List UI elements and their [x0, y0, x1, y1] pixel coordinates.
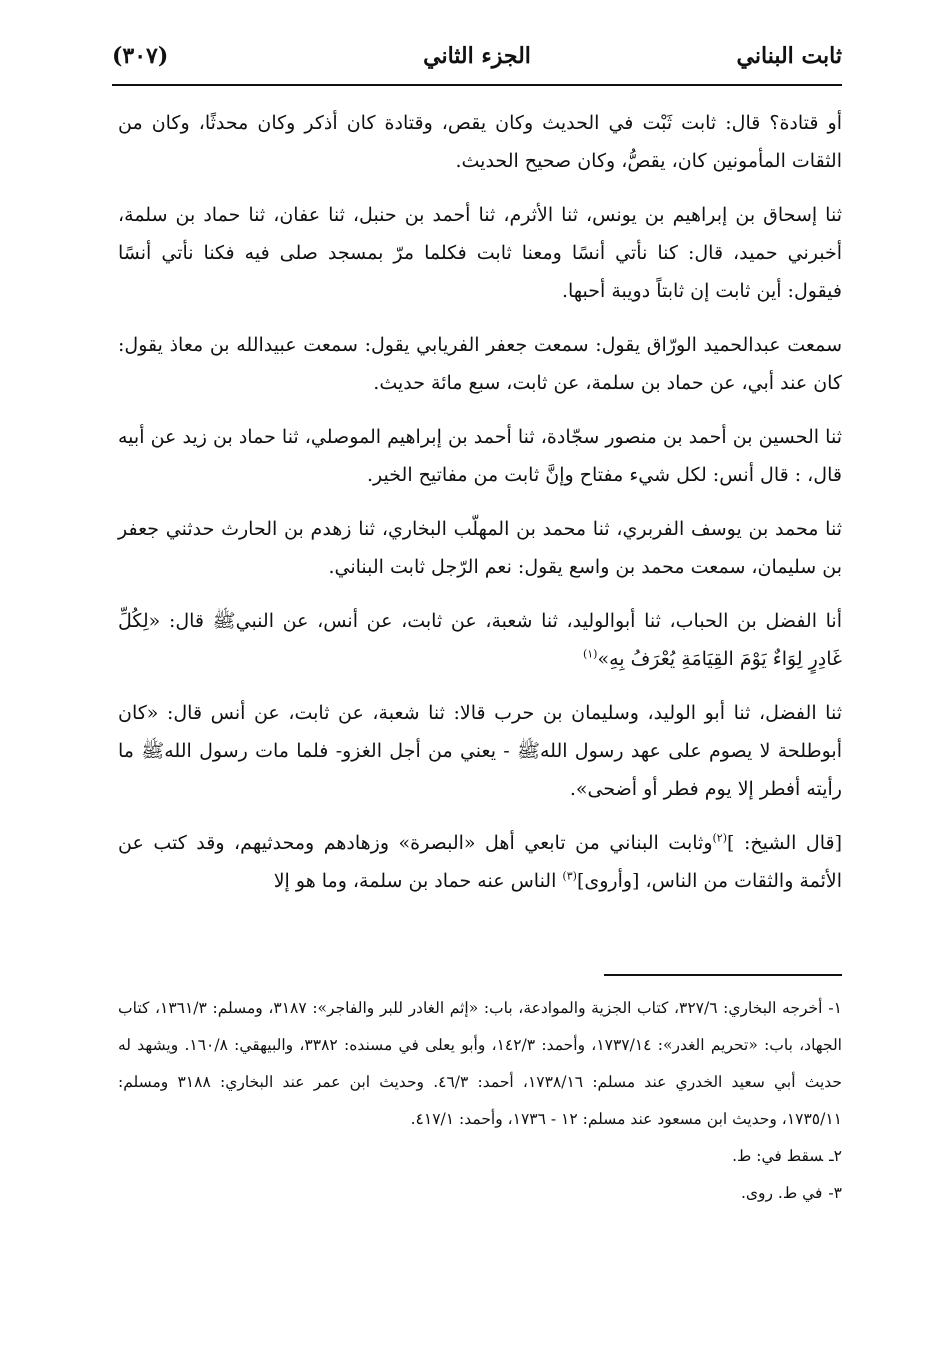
paragraph-7 — [118, 694, 842, 808]
footnote-1 — [118, 990, 842, 1138]
paragraph-3-text: سمعت عبدالحميد الورّاق يقول: سمعت جعفر الفريابي يقول: سمعت عبيدالله بن معاذ يقول: كان عند أبي، عن حماد بن سلمة، عن ثابت، سبع مائة حديث. — [118, 334, 842, 394]
paragraph-8-text-b: وثابت البناني من تابعي أهل «البصرة» وزهادهم ومحدثيهم، وقد كتب عن الأئمة والثقات من الناس، [وأروى] — [118, 832, 842, 892]
main-text — [118, 104, 842, 916]
paragraph-8 — [118, 824, 842, 900]
paragraph-5-text: ثنا محمد بن يوسف الفربري، ثنا محمد بن المهلّب البخاري، ثنا زهدم بن الحارث حدثني جعفر بن سليمان، سمعت محمد بن واسع يقول: نعم الرّجل ثابت البناني. — [118, 518, 842, 578]
header-book-title: ثابت البناني — [736, 43, 842, 69]
footnote-3 — [118, 1175, 842, 1212]
paragraph-3 — [118, 326, 842, 402]
footnote-ref-2: (٢) — [712, 831, 728, 845]
paragraph-2-text: ثنا إسحاق بن إبراهيم بن يونس، ثنا الأثرم، ثنا أحمد بن حنبل، ثنا عفان، ثنا حماد بن سلمة، أخبرني حميد، قال: كنا نأتي أنسًا ومعنا ثابت فكلما مرّ بمسجد صلى فيه فكنا نأتي أنسًا فيقول: أين ثابت إن ثابتاً دويبة أحبها. — [118, 204, 842, 302]
page-number: (٣٠٧) — [112, 43, 169, 69]
paragraph-8-text-c: الناس عنه حماد بن سلمة، وما هو إلا — [273, 870, 563, 892]
paragraph-1 — [118, 104, 842, 180]
paragraph-6 — [118, 602, 842, 678]
running-header — [112, 34, 842, 78]
footnotes — [118, 990, 842, 1212]
paragraph-5 — [118, 510, 842, 586]
footnote-1-number: ١- — [828, 999, 842, 1017]
paragraph-6-text: أنا الفضل بن الحباب، ثنا أبوالوليد، ثنا شعبة، عن ثابت، عن أنس، عن النبيﷺ قال: «لِكُلِّ غَادِرٍ لِوَاءٌ يَوْمَ القِيَامَةِ يُعْرَفُ بِهِ» — [118, 610, 842, 670]
paragraph-8-text-a: [قال الشيخ: ] — [727, 832, 842, 854]
footnote-ref-3: (٣) — [562, 869, 577, 883]
paragraph-4 — [118, 418, 842, 494]
paragraph-4-text: ثنا الحسين بن أحمد بن منصور سجّادة، ثنا أحمد بن إبراهيم الموصلي، ثنا حماد بن زيد عن أبيه قال، : قال أنس: لكل شيء مفتاح وإنَّ ثابت من مفاتيح الخير. — [118, 426, 842, 486]
footnote-ref-1: (١) — [582, 647, 598, 661]
footnote-3-text: في ط. روى. — [740, 1184, 823, 1202]
header-rule — [112, 84, 842, 86]
footnote-separator — [604, 974, 842, 976]
paragraph-2 — [118, 196, 842, 310]
footnote-2 — [118, 1138, 842, 1175]
footnote-2-number: ٢ـ — [829, 1147, 842, 1165]
paragraph-7-text: ثنا الفضل، ثنا أبو الوليد، وسليمان بن حرب قالا: ثنا شعبة، عن ثابت، عن أنس قال: «كان أبوطلحة لا يصوم على عهد رسول اللهﷺ - يعني من أجل الغزو- فلما مات رسول اللهﷺ ما رأيته أفطر إلا يوم فطر أو أضحى». — [118, 702, 842, 800]
paragraph-1-text: أو قتادة؟ قال: ثابت ثَبْت في الحديث وكان يقص، وقتادة كان أذكر وكان محدثًا، وكان من الثقات المأمونين كان، يقصُّ، وكان صحيح الحديث. — [118, 112, 842, 172]
footnote-1-text: أخرجه البخاري: ٣٢٧/٦، كتاب الجزية والموادعة، باب: «إثم الغادر للبر والفاجر»: ٣١٨٧، ومسلم: ١٣٦١/٣، كتاب الجهاد، باب: «تحريم الغدر»: ١٧٣٧/١٤، وأحمد: ١٤٢/٣، وأبو يعلى في مسنده: ٣٣٨٢، والبيهقي: ١٦٠/٨. ويشهد له حديث أبي سعيد الخدري عند مسلم: ١٧٣٨/١٦، أحمد: ٤٦/٣. وحديث ابن عمر عند البخاري: ٣١٨٨ ومسلم: ١٧٣٥/١١، وحديث ابن مسعود عند مسلم: ١٢ - ١٧٣٦، وأحمد: ٤١٧/١. — [118, 999, 842, 1128]
footnote-3-number: ٣- — [828, 1184, 842, 1202]
header-volume-title: الجزء الثاني — [423, 43, 531, 69]
footnote-2-text: سقط في: ط. — [732, 1147, 824, 1165]
